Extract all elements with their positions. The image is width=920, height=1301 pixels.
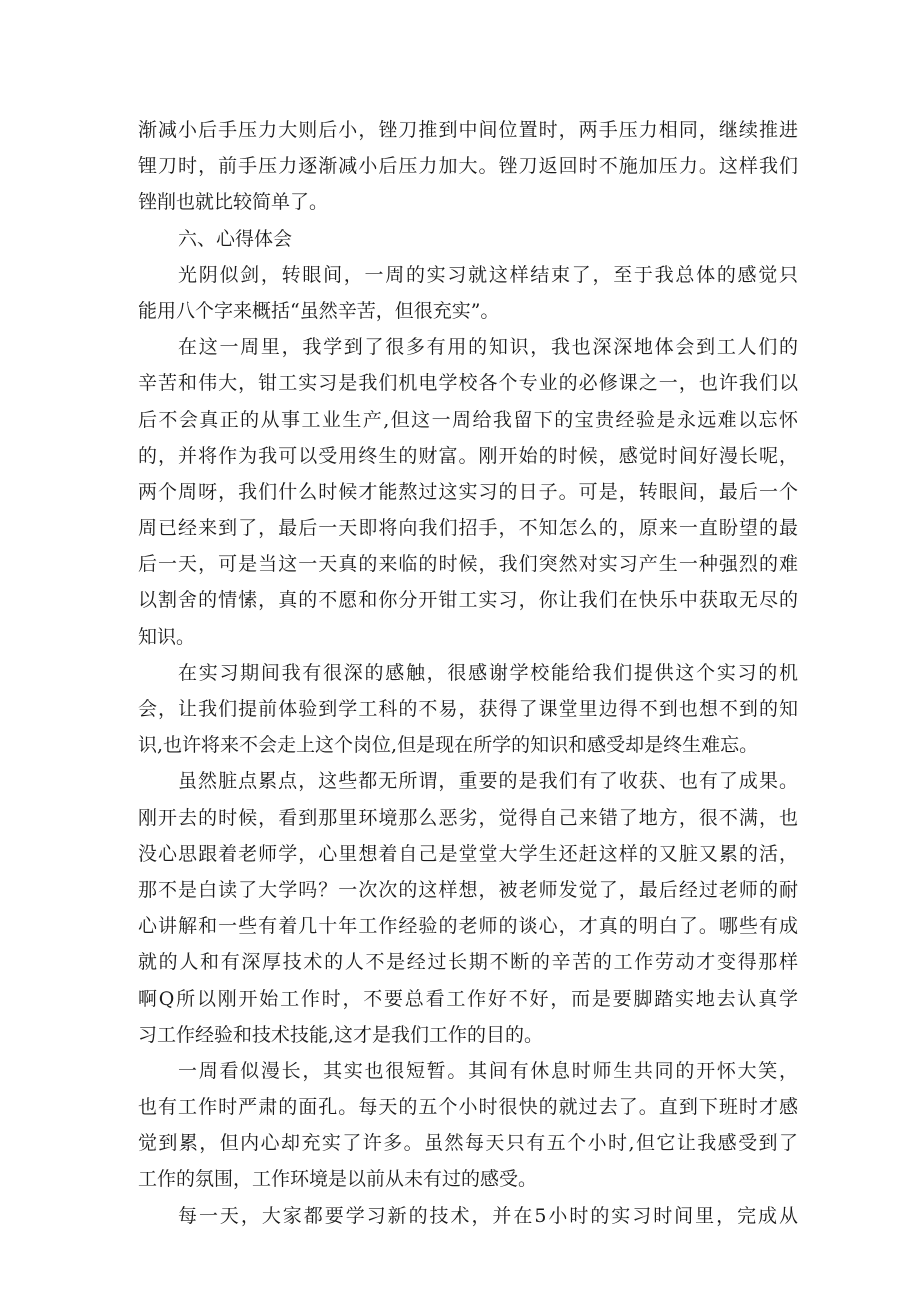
text-line: 识,也许将来不会走上这个岗位,但是现在所学的知识和感受却是终生难忘。 — [138, 734, 759, 757]
text-line: 在这一周里，我学到了很多有用的知识，我也深深地体会到工人们的 — [178, 336, 798, 359]
text-line: 那不是白读了大学吗？一次次的这样想，被老师发觉了，最后经过老师的耐 — [138, 878, 798, 901]
text-line: 会，让我们提前体验到学工科的不易，获得了课堂里边得不到也想不到的知 — [138, 698, 798, 720]
text-line: 心讲解和一些有着几十年工作经验的老师的谈心，才真的明白了。哪些有成 — [138, 915, 798, 938]
text-line: 习工作经验和技术技能,这才是我们工作的目的。 — [138, 1023, 544, 1046]
text-line: 在实习期间我有很深的感触，很感谢学校能给我们提供这个实习的机 — [178, 661, 798, 684]
text-line: 也有工作时严肃的面孔。每天的五个小时很快的就过去了。直到下班时才感 — [138, 1096, 798, 1119]
text-line: 觉到累，但内心却充实了许多。虽然每天只有五个小时,但它让我感受到了 — [138, 1132, 798, 1155]
section-heading: 六、心得体会 — [178, 227, 293, 250]
text-line: 辛苦和伟大，钳工实习是我们机电学校各个专业的必修课之一，也许我们以 — [138, 372, 798, 395]
text-line: 工作的氛围，工作环境是以前从未有过的感受。 — [138, 1168, 538, 1191]
text-line: 的，并将作为我可以受用终生的财富。刚开始的时候，感觉时间好漫长呢， — [138, 444, 798, 467]
text-line: 渐减小后手压力大则后小，锉刀推到中间位置时，两手压力相同，继续推进 — [138, 119, 798, 141]
text-line: 每一天，大家都要学习新的技术，并在5小时的实习时间里，完成从 — [178, 1204, 798, 1227]
text-line: 锂刀时，前手压力逐渐减小后压力加大。锉刀返回时不施加压力。这样我们 — [138, 155, 798, 178]
text-line: 一周看似漫长，其实也很短暂。其间有休息时师生共同的开怀大笑， — [178, 1059, 798, 1082]
text-line: 就的人和有深厚技术的人不是经过长期不断的辛苦的工作劳动才变得那样 — [138, 951, 798, 974]
text-line: 两个周呀，我们什么时候才能熬过这实习的日子。可是，转眼间，最后一个 — [138, 480, 798, 503]
document-body — [138, 112, 798, 1234]
text-line: 后不会真正的从事工业生产,但这一周给我留下的宝贵经验是永远难以忘怀 — [138, 408, 798, 431]
text-line: 光阴似剑，转眼间，一周的实习就这样结束了，至于我总体的感觉只 — [178, 263, 798, 286]
text-line: 刚开去的时候，看到那里环境那么恶劣，觉得自己来错了地方，很不满，也 — [138, 806, 798, 829]
text-line: 啊Q所以刚开始工作时，不要总看工作好不好，而是要脚踏实地去认真学 — [138, 987, 798, 1010]
text-line: 后一天，可是当这一天真的来临的时候，我们突然对实习产生一种强烈的难 — [138, 553, 798, 576]
text-line: 知识。 — [138, 625, 196, 648]
text-line: 以割舍的情愫，真的不愿和你分开钳工实习，你让我们在快乐中获取无尽的 — [138, 589, 798, 612]
text-line: 周已经来到了，最后一天即将向我们招手，不知怎么的，原来一直盼望的最 — [138, 517, 798, 540]
text-line: 虽然脏点累点，这些都无所谓，重要的是我们有了收获、也有了成果。 — [178, 770, 798, 793]
text-line: 锉削也就比较简单了。 — [138, 191, 329, 214]
text-line: 能用八个字来概括“虽然辛苦，但很充实”。 — [138, 299, 500, 322]
text-line: 没心思跟着老师学，心里想着自己是堂堂大学生还赶这样的又脏又累的活， — [138, 842, 798, 865]
